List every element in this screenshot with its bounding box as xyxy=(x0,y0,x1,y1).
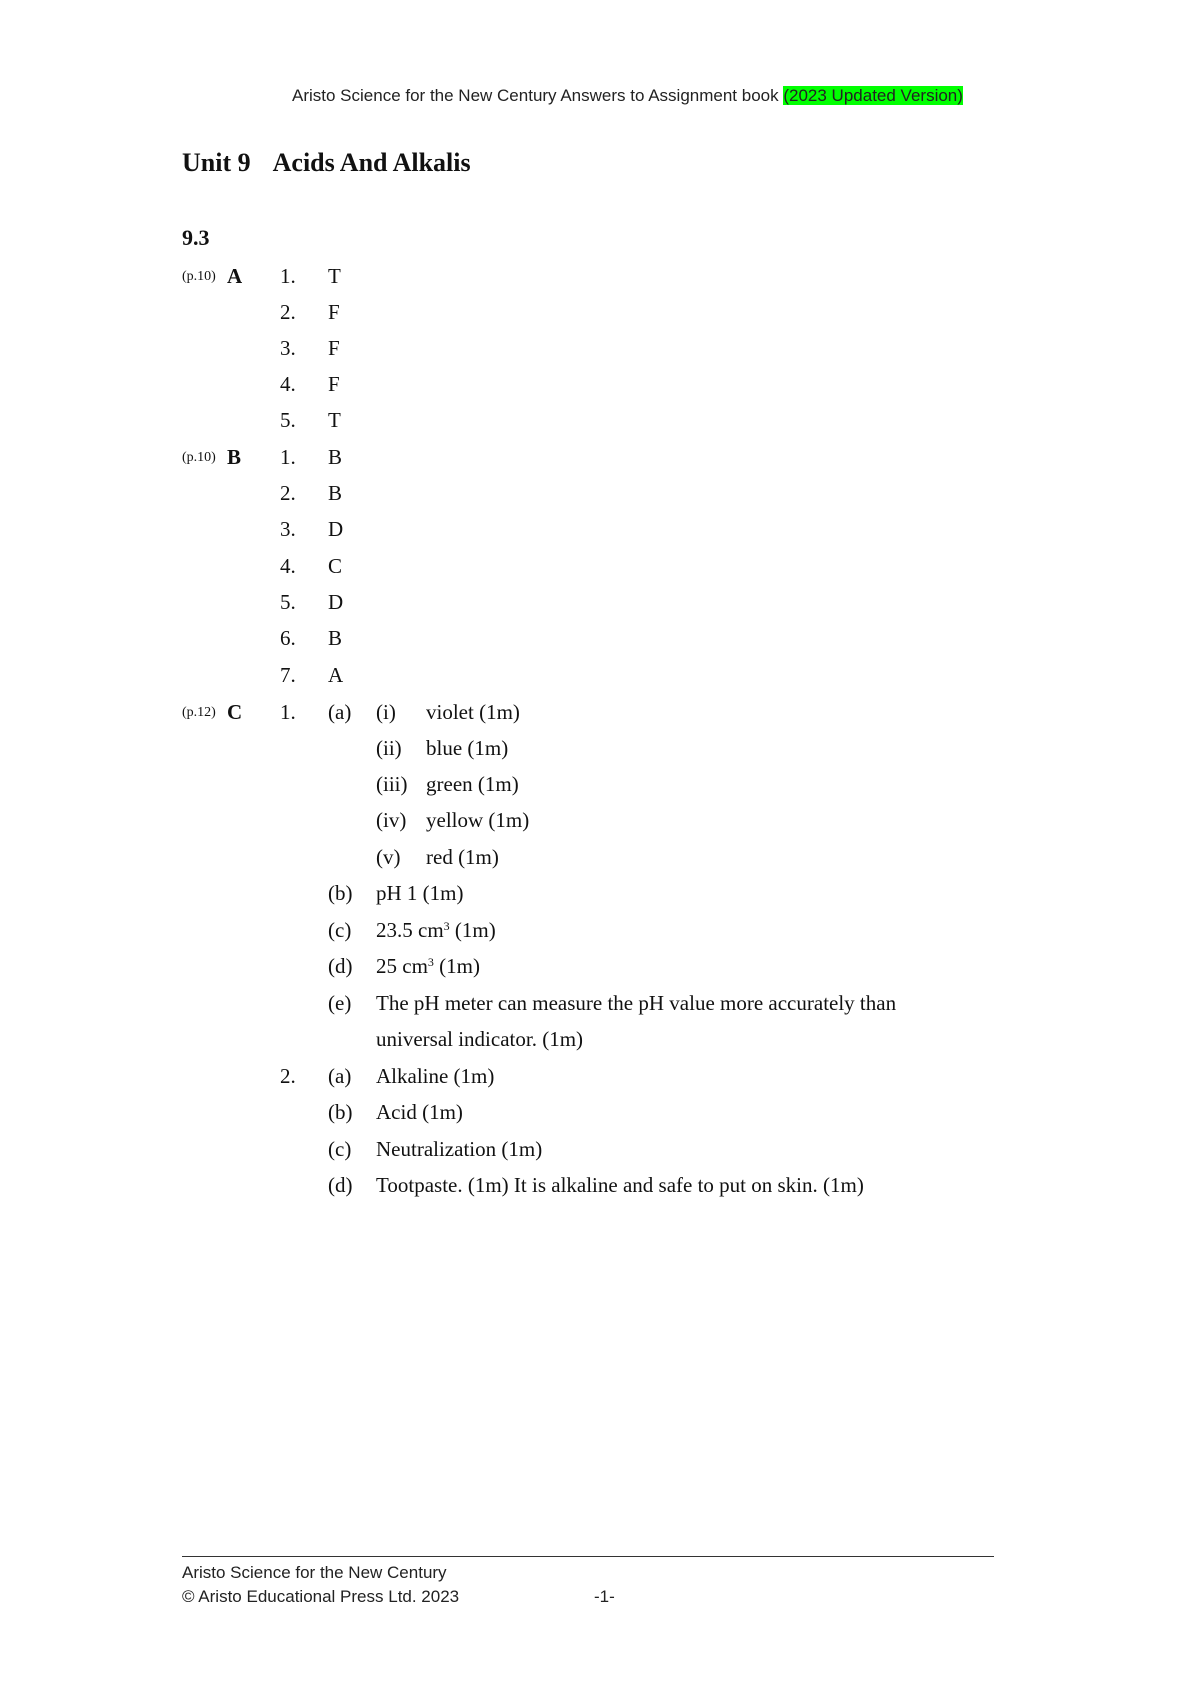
question-part-answer: Neutralization (1m) xyxy=(376,1137,543,1161)
list-item-number: 1. xyxy=(280,445,296,469)
part-a-page: (p.10) xyxy=(182,269,216,284)
answer-mark: (1m) xyxy=(433,954,480,978)
question-part-answer xyxy=(376,920,496,941)
superscript: 3 xyxy=(443,919,450,933)
list-item-number: 4. xyxy=(280,372,296,396)
question-part-label: (c) xyxy=(328,918,352,942)
list-item-answer: B xyxy=(328,626,343,650)
list-item-answer: T xyxy=(328,264,341,288)
question-part-label: (a) xyxy=(328,700,352,724)
question-part-answer: Alkaline (1m) xyxy=(376,1064,495,1088)
part-b-page: (p.10) xyxy=(182,450,216,465)
part-c-page: (p.12) xyxy=(182,705,216,720)
question-number: 1. xyxy=(280,700,296,724)
list-item-number: 5. xyxy=(280,408,296,432)
question-part-answer xyxy=(376,956,480,977)
part-a-letter: A xyxy=(227,264,243,288)
page-number: -1- xyxy=(594,1587,615,1606)
list-item-answer: F xyxy=(328,372,340,396)
question-part-answer: Acid (1m) xyxy=(376,1100,463,1124)
question-part-label: (e) xyxy=(328,991,352,1015)
list-item-answer: C xyxy=(328,554,343,578)
question-part-label: (a) xyxy=(328,1064,352,1088)
part-b-letter: B xyxy=(227,445,242,469)
list-item-answer: F xyxy=(328,300,340,324)
subpart-label: (i) xyxy=(376,700,396,724)
list-item-answer: A xyxy=(328,663,344,687)
list-item-answer: D xyxy=(328,590,344,614)
header-highlight: (2023 Updated Version) xyxy=(783,86,963,105)
section-number: 9.3 xyxy=(182,225,210,250)
list-item-answer: B xyxy=(328,481,343,505)
answer-mark: (1m) xyxy=(449,918,496,942)
question-part-answer: The pH meter can measure the pH value more accurately than xyxy=(376,991,897,1015)
page-header xyxy=(292,86,963,106)
list-item-number: 2. xyxy=(280,481,296,505)
subpart-label: (iv) xyxy=(376,808,407,832)
question-part-answer: pH 1 (1m) xyxy=(376,881,464,905)
subpart-answer: green (1m) xyxy=(426,772,519,796)
footer-divider xyxy=(182,1556,994,1557)
list-item-number: 2. xyxy=(280,300,296,324)
subpart-label: (ii) xyxy=(376,736,402,760)
subpart-answer: blue (1m) xyxy=(426,736,509,760)
subpart-label: (iii) xyxy=(376,772,408,796)
list-item-number: 3. xyxy=(280,517,296,541)
question-part-label: (b) xyxy=(328,1100,353,1124)
question-part-label: (d) xyxy=(328,1173,353,1197)
question-part-label: (d) xyxy=(328,954,353,978)
question-part-label: (b) xyxy=(328,881,353,905)
subpart-label: (v) xyxy=(376,845,401,869)
question-number: 2. xyxy=(280,1064,296,1088)
unit-title xyxy=(182,148,471,178)
answer-value: 25 cm xyxy=(376,954,428,978)
superscript: 3 xyxy=(427,955,434,969)
list-item-number: 6. xyxy=(280,626,296,650)
list-item-number: 3. xyxy=(280,336,296,360)
question-part-label: (c) xyxy=(328,1137,352,1161)
list-item-answer: T xyxy=(328,408,341,432)
list-item-number: 1. xyxy=(280,264,296,288)
question-part-answer: Tootpaste. (1m) It is alkaline and safe to put on skin. (1m) xyxy=(376,1173,864,1197)
footer-line-2: © Aristo Educational Press Ltd. 2023 xyxy=(182,1587,460,1606)
answer-value: 23.5 cm xyxy=(376,918,444,942)
footer-line-1: Aristo Science for the New Century xyxy=(182,1563,447,1582)
list-item-number: 5. xyxy=(280,590,296,614)
unit-number: Unit 9 xyxy=(182,148,251,177)
part-c-letter: C xyxy=(227,700,243,724)
list-item-answer: D xyxy=(328,517,344,541)
subpart-answer: violet (1m) xyxy=(426,700,520,724)
list-item-number: 4. xyxy=(280,554,296,578)
list-item-answer: B xyxy=(328,445,343,469)
subpart-answer: red (1m) xyxy=(426,845,499,869)
subpart-answer: yellow (1m) xyxy=(426,808,530,832)
header-text: Aristo Science for the New Century Answers to Assignment book xyxy=(292,86,779,105)
unit-name: Acids And Alkalis xyxy=(272,148,471,177)
list-item-answer: F xyxy=(328,336,340,360)
list-item-number: 7. xyxy=(280,663,296,687)
question-part-answer-cont: universal indicator. (1m) xyxy=(376,1027,584,1051)
